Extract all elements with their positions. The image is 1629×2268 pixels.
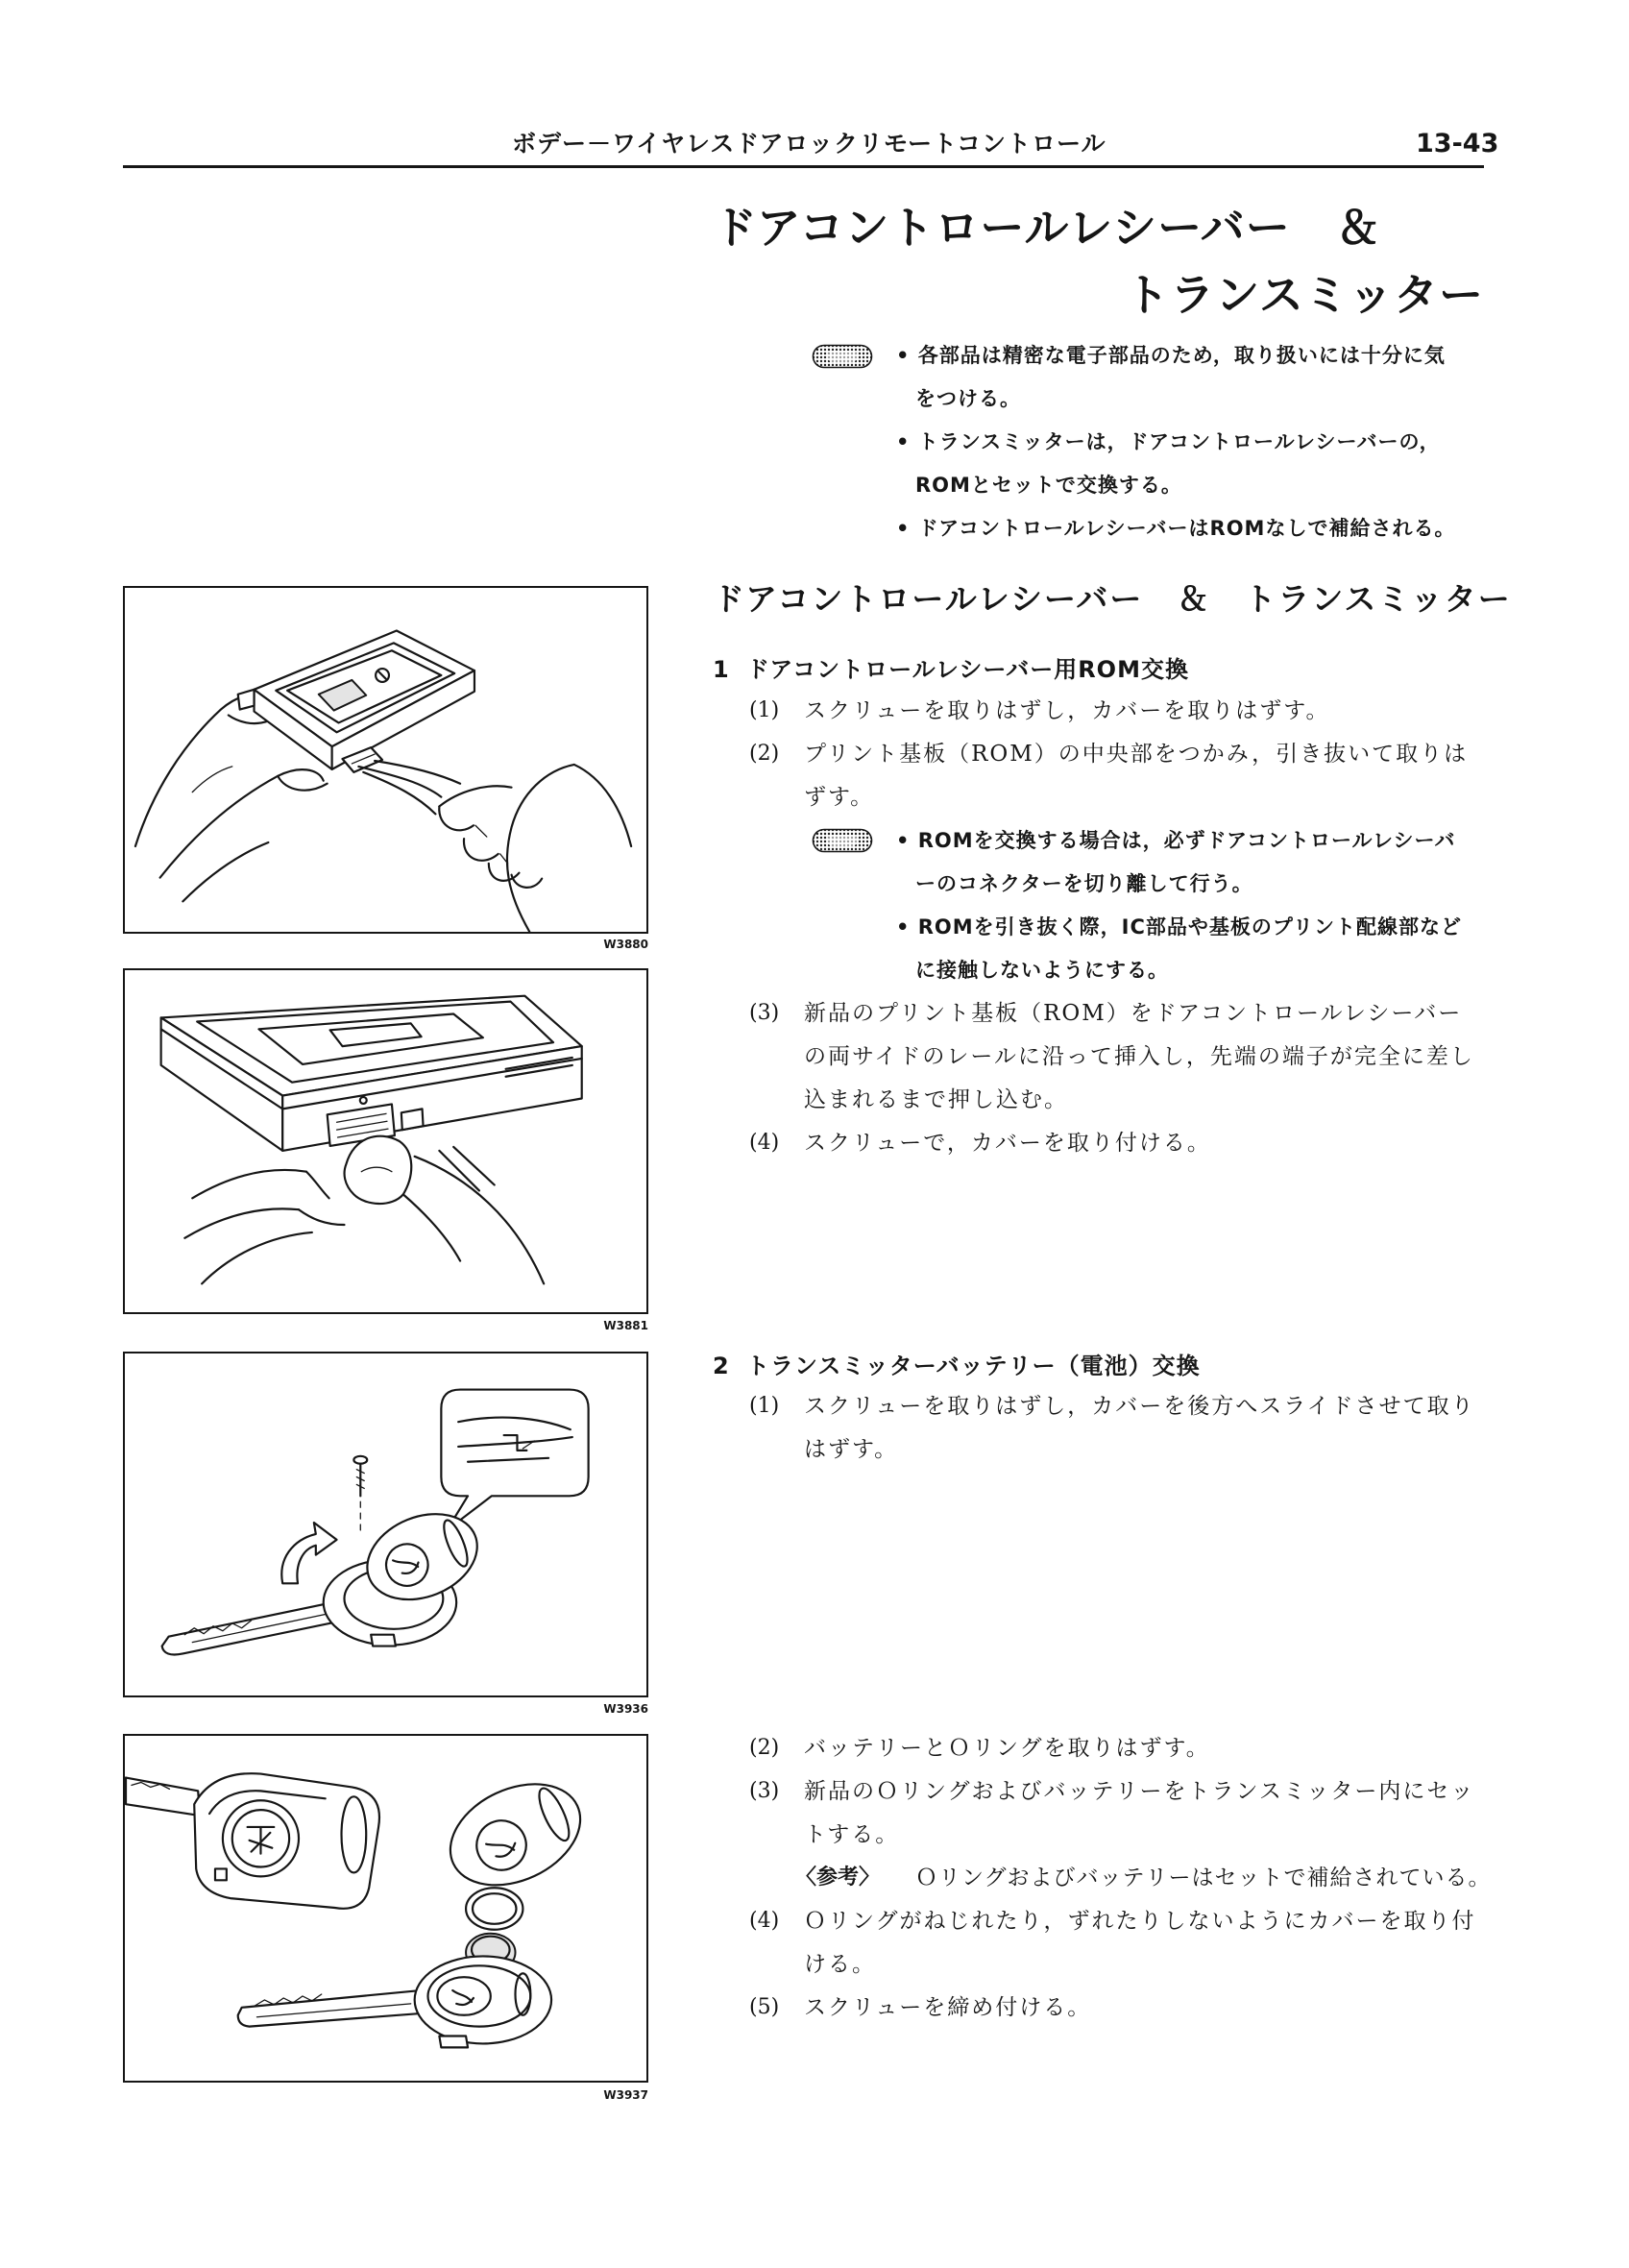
page-number: 13-43: [1416, 129, 1499, 159]
step1-note-line: に接触しないようにする。: [915, 959, 1169, 982]
transmitter-cover: [434, 1765, 596, 1905]
transmitter-battery-exploded-illustration: [125, 1736, 646, 2081]
step1-sub4-label: (4): [749, 1131, 780, 1155]
page-title-line1: ドアコントロールレシーバー ＆: [713, 202, 1381, 254]
step2-sub1-text: はずす。: [804, 1437, 899, 1462]
step2-sub4-label: (4): [749, 1909, 780, 1933]
step2-sub3-text: トする。: [804, 1822, 900, 1847]
step1-note-line: • ROMを引き抜く際，IC部品や基板のプリント配線部など: [896, 915, 1463, 939]
step1-sub2-text: プリント基板（ROM）の中央部をつかみ，引き抜いて取りは: [804, 742, 1469, 767]
step2-sub4-text: Ｏリングがねじれたり，ずれたりしないようにカバーを取り付: [804, 1909, 1476, 1934]
slide-arrow-icon: [281, 1523, 336, 1583]
page-title-line2: トランスミッター: [1125, 269, 1484, 321]
step1-number: 1: [713, 656, 729, 683]
assembled-key: [238, 1956, 551, 2047]
figure-code: W3937: [603, 2088, 648, 2102]
intro-note-line: • トランスミッターは，ドアコントロールレシーバーの，: [896, 430, 1441, 453]
step1-sub3-text: 新品のプリント基板（ROM）をドアコントロールレシーバー: [804, 1001, 1463, 1026]
figure-rom-removal: [123, 586, 648, 934]
step1-note-line: ーのコネクターを切り離して行う。: [915, 872, 1253, 895]
open-transmitter-on-key: [126, 1773, 379, 1909]
callout-bubble: [441, 1390, 588, 1530]
step2-number: 2: [713, 1353, 729, 1379]
intro-note-line: • 各部品は精密な電子部品のため，取り扱いには十分に気: [896, 344, 1446, 367]
step2-title: トランスミッターバッテリー（電池）交換: [746, 1353, 1201, 1379]
receiver-rom-insertion-illustration: [125, 970, 646, 1312]
step2-sub1-label: (1): [749, 1394, 780, 1418]
intro-note-line: • ドアコントロールレシーバーはROMなしで補給される。: [896, 517, 1456, 540]
step1-sub1-text: スクリューを取りはずし，カバーを取りはずす。: [804, 698, 1330, 723]
step1-note-line: • ROMを交換する場合は，必ずドアコントロールレシーバ: [896, 829, 1456, 852]
step2-sub1-text: スクリューを取りはずし，カバーを後方へスライドさせて取り: [804, 1394, 1475, 1419]
step1-sub3-label: (3): [749, 1001, 780, 1025]
step1-sub2-label: (2): [749, 742, 780, 766]
figure-battery-exploded: [123, 1734, 648, 2083]
step1-sub3-text: 込まれるまで押し込む。: [804, 1087, 1068, 1112]
figure-code: W3881: [603, 1319, 648, 1332]
right-hand: [439, 765, 631, 932]
section-heading: ドアコントロールレシーバー ＆ トランスミッター: [713, 580, 1512, 618]
reference-text: Ｏリングおよびバッテリーはセットで補給されている。: [915, 1866, 1492, 1890]
header-rule: [123, 165, 1484, 168]
step2-sub4-text: ける。: [804, 1952, 876, 1977]
caution-badge: [812, 344, 873, 369]
receiver-unit: [238, 631, 474, 769]
step1-sub2-text: ずす。: [804, 785, 875, 810]
figure-cover-removal: [123, 1352, 648, 1697]
header-section-title: ボデー－ワイヤレスドアロックリモートコントロール: [512, 130, 1106, 158]
step1-sub1-label: (1): [749, 698, 780, 722]
step1-sub3-text: の両サイドのレールに沿って挿入し，先端の端子が完全に差し: [804, 1044, 1474, 1069]
step2-sub3-text: 新品のＯリングおよびバッテリーをトランスミッター内にセッ: [804, 1779, 1475, 1804]
screw-icon: [353, 1456, 367, 1530]
receiver-rom-removal-illustration: [125, 588, 646, 932]
step2-sub2-label: (2): [749, 1736, 780, 1760]
pushing-hand: [184, 1136, 544, 1284]
reference-label: 〈参考〉: [795, 1866, 881, 1890]
key-and-transmitter: [162, 1499, 491, 1655]
step2-sub5-text: スクリューを締め付ける。: [804, 1995, 1092, 2020]
intro-note-line: ROMとセットで交換する。: [915, 474, 1182, 497]
step1-sub4-text: スクリューで，カバーを取り付ける。: [804, 1131, 1211, 1156]
step1-title: ドアコントロールレシーバー用ROM交換: [746, 656, 1189, 683]
figure-rom-insertion: [123, 968, 648, 1314]
step2-sub5-label: (5): [749, 1995, 780, 2019]
figure-code: W3880: [603, 938, 648, 951]
figure-code: W3936: [603, 1702, 648, 1716]
step2-sub3-label: (3): [749, 1779, 780, 1803]
caution-badge: [812, 828, 873, 853]
o-ring: [466, 1888, 523, 1930]
intro-note-line: をつける。: [915, 387, 1021, 410]
transmitter-cover-removal-illustration: [125, 1353, 646, 1695]
step2-sub2-text: バッテリーとＯリングを取りはずす。: [804, 1736, 1210, 1761]
